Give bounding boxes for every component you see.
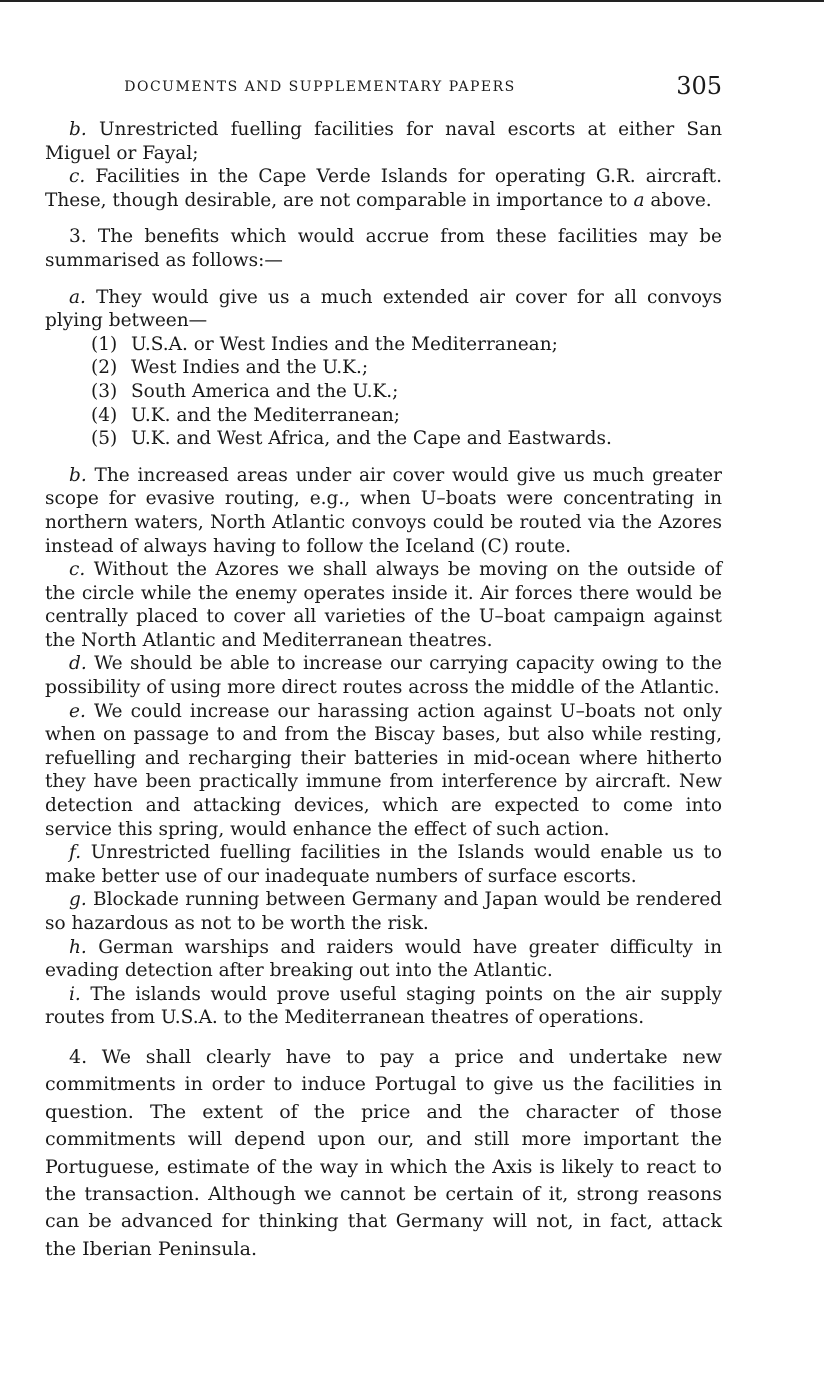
page-number: 305 <box>676 72 722 100</box>
convoy-route-item <box>91 380 722 404</box>
route-number: (4) <box>91 404 118 426</box>
facility-b-paragraph <box>45 118 722 165</box>
route-number: (3) <box>91 380 118 402</box>
benefit-letter: d. <box>69 653 87 675</box>
benefit-letter: f. <box>69 842 82 864</box>
benefit-text: We should be able to increase our carrying capacity owing to the possibility of using more direct routes across the middle of the Atlantic. <box>45 653 722 699</box>
benefit-letter: g. <box>69 889 87 911</box>
facility-c-paragraph <box>45 165 722 212</box>
benefit-letter: b. <box>69 464 87 486</box>
section-3-intro: 3. The benefits which would accrue from these facilities may be summarised as follows:— <box>45 226 722 271</box>
benefit-i-paragraph <box>45 983 722 1030</box>
running-title: DOCUMENTS AND SUPPLEMENTARY PAPERS <box>124 79 516 95</box>
facility-b-letter: b. <box>69 119 87 140</box>
benefit-e-paragraph <box>45 700 722 842</box>
section-4-paragraph: 4. We shall clearly have to pay a price and undertake new commitments in order to induce Portugal to give us the facilities in question. The extent of the price and the character of those commitments will depend upon our, and still more important the Portuguese, estimate of the way in which the Axis is likely to react to the transaction. Although we cannot be certain of it, strong reasons can be advanced for thinking that Germany will not, in fact, attack the Iberian Peninsula. <box>45 1045 722 1260</box>
route-number: (5) <box>91 428 118 450</box>
benefit-b-paragraph <box>45 464 722 558</box>
convoy-route-item <box>91 404 722 428</box>
facility-b-text: Unrestricted fuelling facilities for naval escorts at either San Miguel or Fayal; <box>45 119 722 164</box>
benefit-a-letter: a. <box>69 286 86 308</box>
facility-c-text: Facilities in the Cape Verde Islands for operating G.R. aircraft. These, though desirable, are not comparable in importance to <box>45 166 722 211</box>
benefit-a-paragraph <box>45 286 722 333</box>
route-text: U.S.A. or West Indies and the Mediterranean; <box>131 333 558 355</box>
route-text: U.K. and West Africa, and the Cape and Eastwards. <box>131 428 612 450</box>
route-number: (2) <box>91 357 118 379</box>
benefit-letter: h. <box>69 936 87 958</box>
benefit-a-text: They would give us a much extended air cover for all convoys plying between— <box>45 286 722 332</box>
body-text <box>45 118 722 1263</box>
benefit-letter: i. <box>69 983 81 1005</box>
top-border-rule <box>0 0 824 2</box>
convoy-route-item <box>91 356 722 380</box>
page-header <box>48 72 722 106</box>
facility-c-letter: c. <box>69 166 86 188</box>
benefit-d-paragraph <box>45 652 722 699</box>
facility-c-text-end: above. <box>650 189 712 211</box>
convoy-route-item <box>91 333 722 357</box>
benefit-h-paragraph <box>45 936 722 983</box>
benefit-text: Unrestricted fuelling facilities in the Islands would enable us to make better use of our inadequate numbers of surface escorts. <box>45 842 722 887</box>
convoy-route-item <box>91 427 722 451</box>
benefit-text: The increased areas under air cover would give us much greater scope for evasive routing, e.g., when U–boats were concentrating in northern waters, North Atlantic convoys could be routed via the Azores instead of always having to follow the Iceland (C) route. <box>45 464 722 557</box>
benefit-letter: e. <box>69 700 86 722</box>
route-text: West Indies and the U.K.; <box>131 357 369 379</box>
route-text: U.K. and the Mediterranean; <box>131 404 400 426</box>
benefit-f-paragraph <box>45 841 722 888</box>
route-number: (1) <box>91 333 118 355</box>
benefit-text: Without the Azores we shall always be moving on the outside of the circle while the enemy operates inside it. Air forces there would be centrally placed to cover all varieties of the U–boat campaign against the North Atlantic and Mediterranean theatres. <box>45 559 723 651</box>
benefit-text: We could increase our harassing action against U–boats not only when on passage to and from the Biscay bases, but also while resting, refuelling and recharging their batteries in mid-ocean where hitherto they have been practically immune from interference by aircraft. New detection and attacking devices, which are expected to come into service this spring, would enhance the effect of such action. <box>45 700 722 840</box>
facility-c-ref: a <box>633 189 645 211</box>
benefit-letter: c. <box>69 559 86 581</box>
benefit-text: Blockade running between Germany and Japan would be rendered so hazardous as not to be worth the risk. <box>45 889 722 934</box>
convoy-route-list <box>45 333 722 451</box>
benefit-text: German warships and raiders would have greater difficulty in evading detection after breaking out into the Atlantic. <box>45 936 722 982</box>
benefit-g-paragraph <box>45 888 722 935</box>
route-text: South America and the U.K.; <box>131 380 399 402</box>
benefit-c-paragraph <box>45 558 722 652</box>
benefit-text: The islands would prove useful staging points on the air supply routes from U.S.A. to the Mediterranean theatres of operations. <box>45 983 722 1029</box>
